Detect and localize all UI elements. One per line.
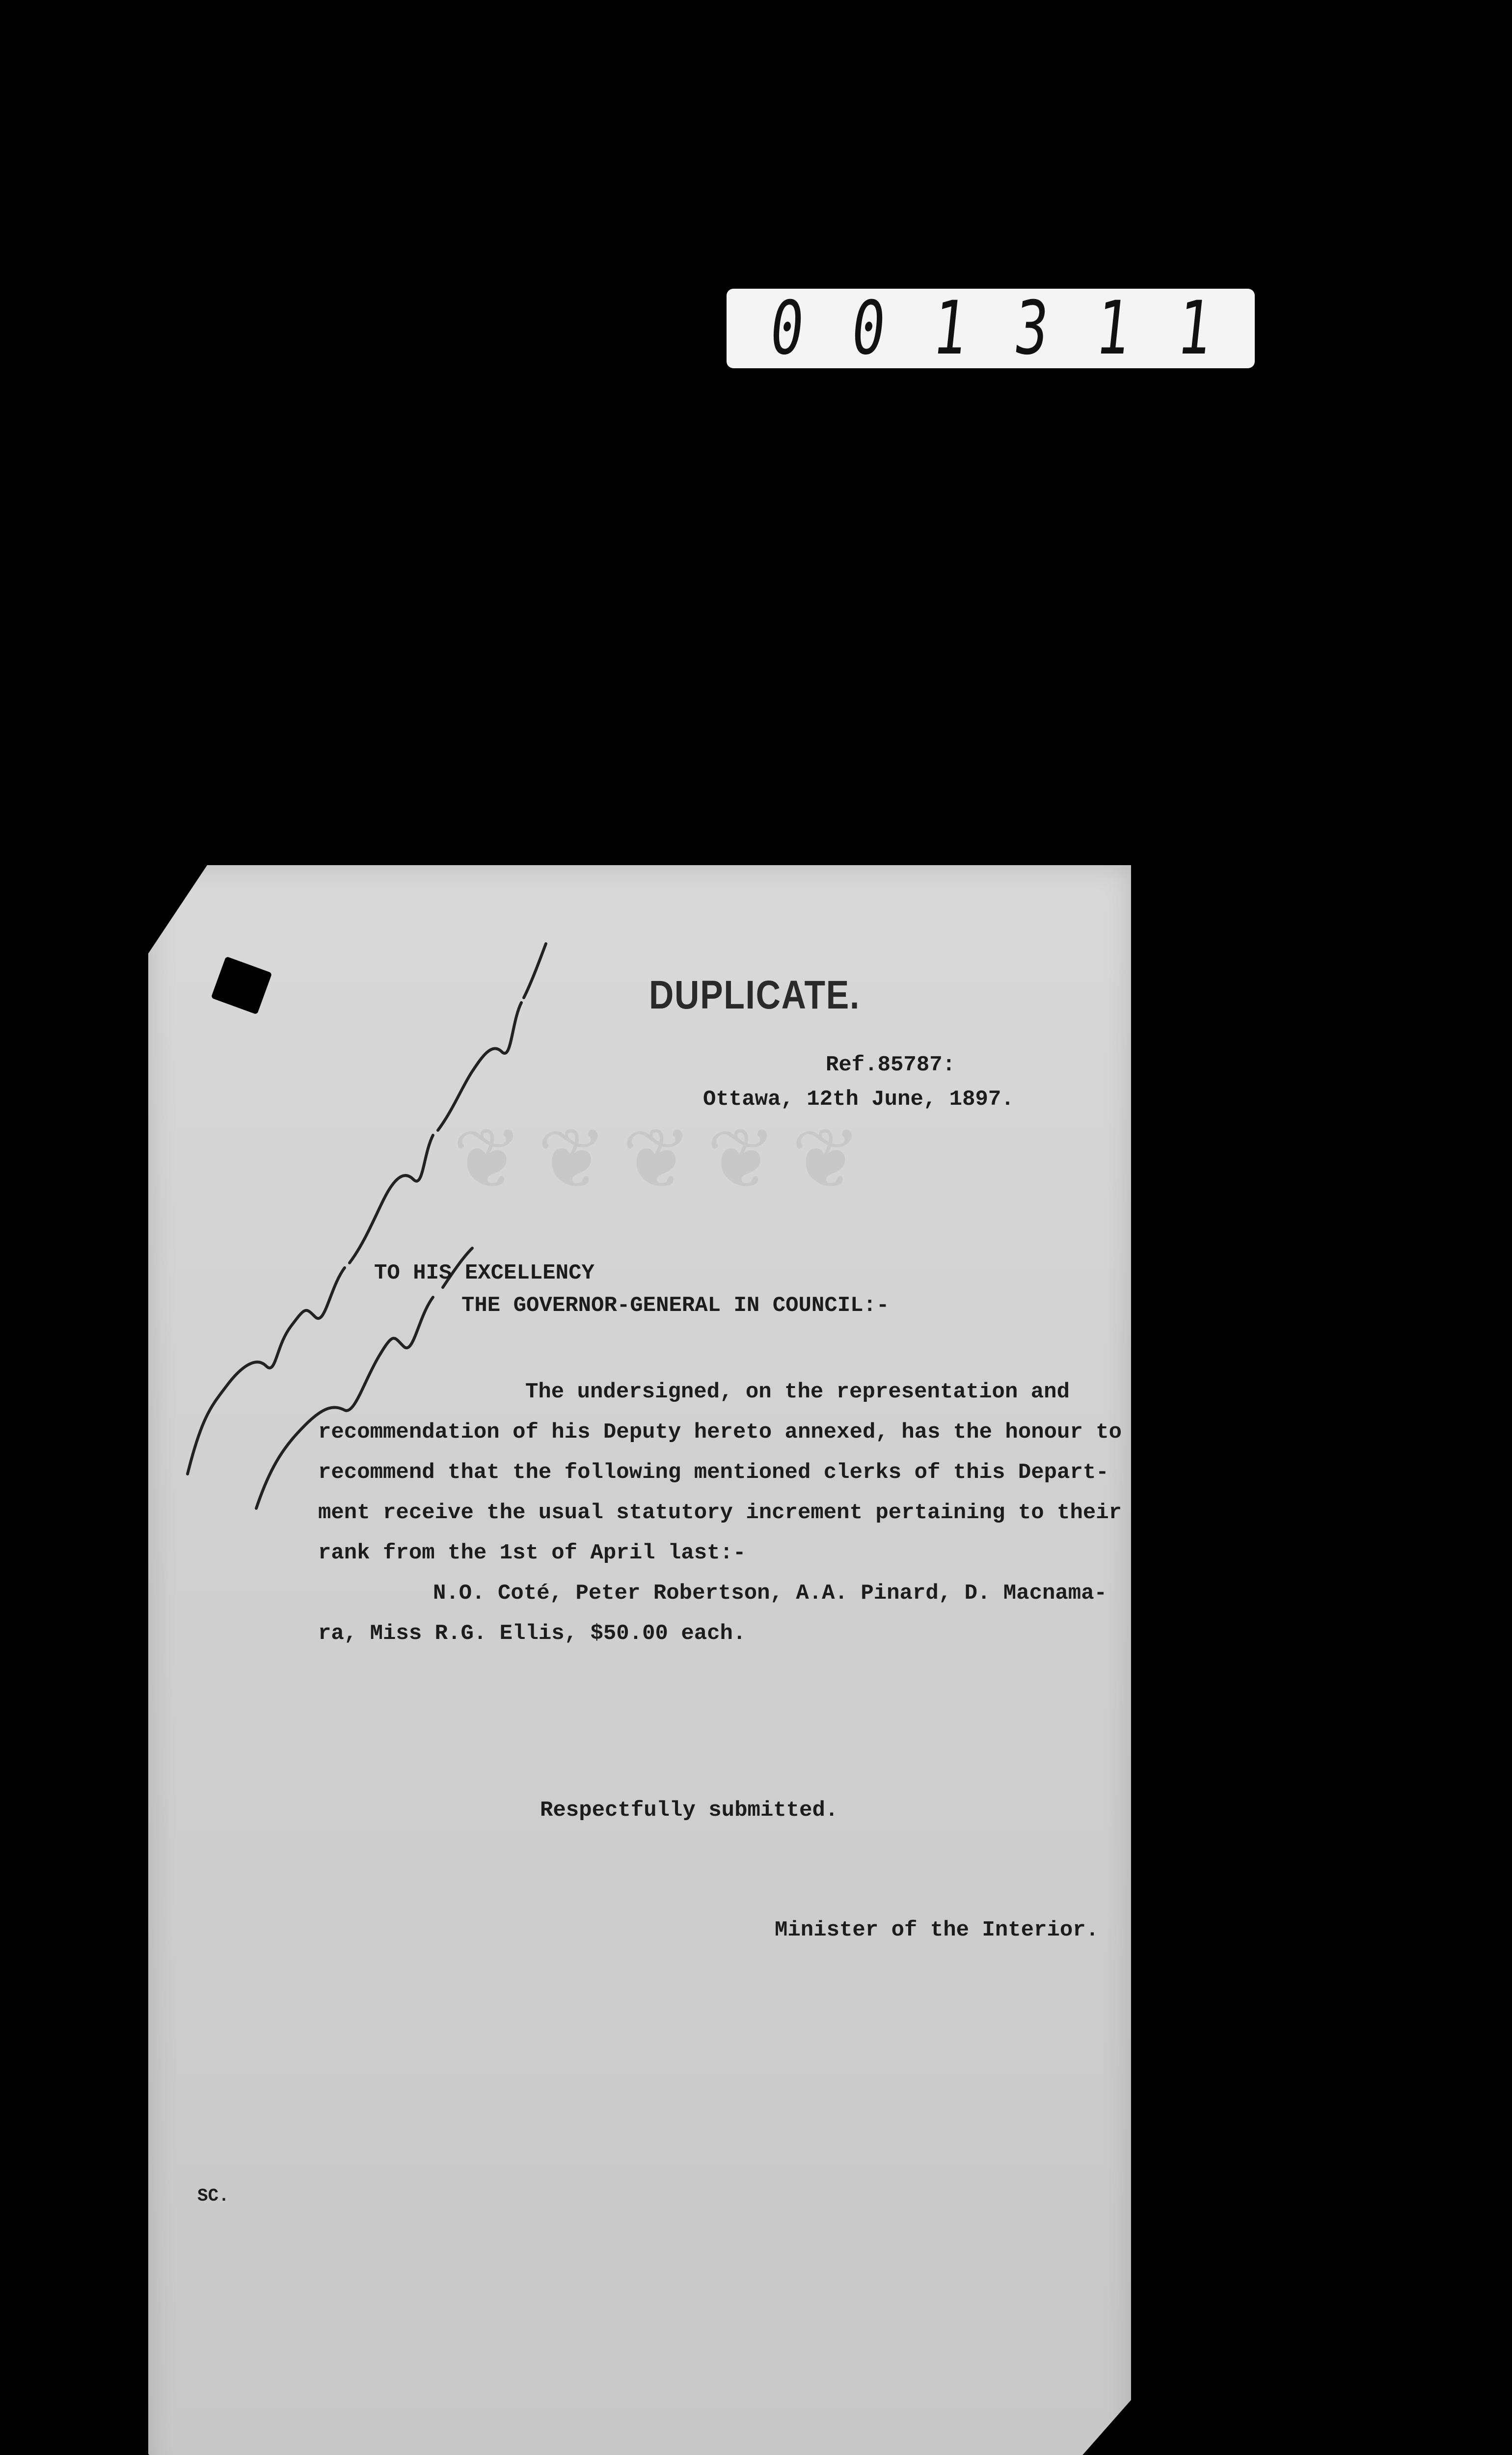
body-line: recommendation of his Deputy hereto annexed, has the honour to <box>318 1420 1122 1445</box>
watermark: ❦❦❦❦❦ <box>453 1111 876 1208</box>
folded-corner <box>1057 2400 1131 2455</box>
address-line: TO HIS EXCELLENCY <box>374 1261 594 1285</box>
body-line: ment receive the usual statutory increment pertaining to their <box>318 1500 1122 1525</box>
frame-counter <box>727 286 1255 371</box>
typist-initials: SC. <box>197 2186 229 2206</box>
document-sheet <box>148 865 1131 2455</box>
duplicate-stamp: DUPLICATE. <box>649 973 861 1017</box>
body-line: ra, Miss R.G. Ellis, $50.00 each. <box>318 1621 746 1646</box>
frame-digit: 0 <box>847 286 890 371</box>
address-line: THE GOVERNOR-GENERAL IN COUNCIL:- <box>461 1293 890 1318</box>
closing: Respectfully submitted. <box>540 1798 838 1823</box>
frame-digit: 1 <box>1173 286 1216 371</box>
reference-number: Ref.85787: <box>826 1053 956 1077</box>
body-line: recommend that the following mentioned clerks of this Depart- <box>318 1460 1109 1485</box>
body-line: rank from the 1st of April last:- <box>318 1541 746 1565</box>
frame-digit: 0 <box>765 286 809 371</box>
body-line: The undersigned, on the representation and <box>525 1380 1070 1404</box>
signature-title: Minister of the Interior. <box>775 1918 1099 1942</box>
place-date: Ottawa, 12th June, 1897. <box>703 1087 1014 1112</box>
body-line: N.O. Coté, Peter Robertson, A.A. Pinard, D. Macnama- <box>433 1581 1107 1606</box>
frame-digit: 1 <box>1091 286 1134 371</box>
frame-digit: 3 <box>1010 286 1053 371</box>
frame-digit: 1 <box>928 286 972 371</box>
